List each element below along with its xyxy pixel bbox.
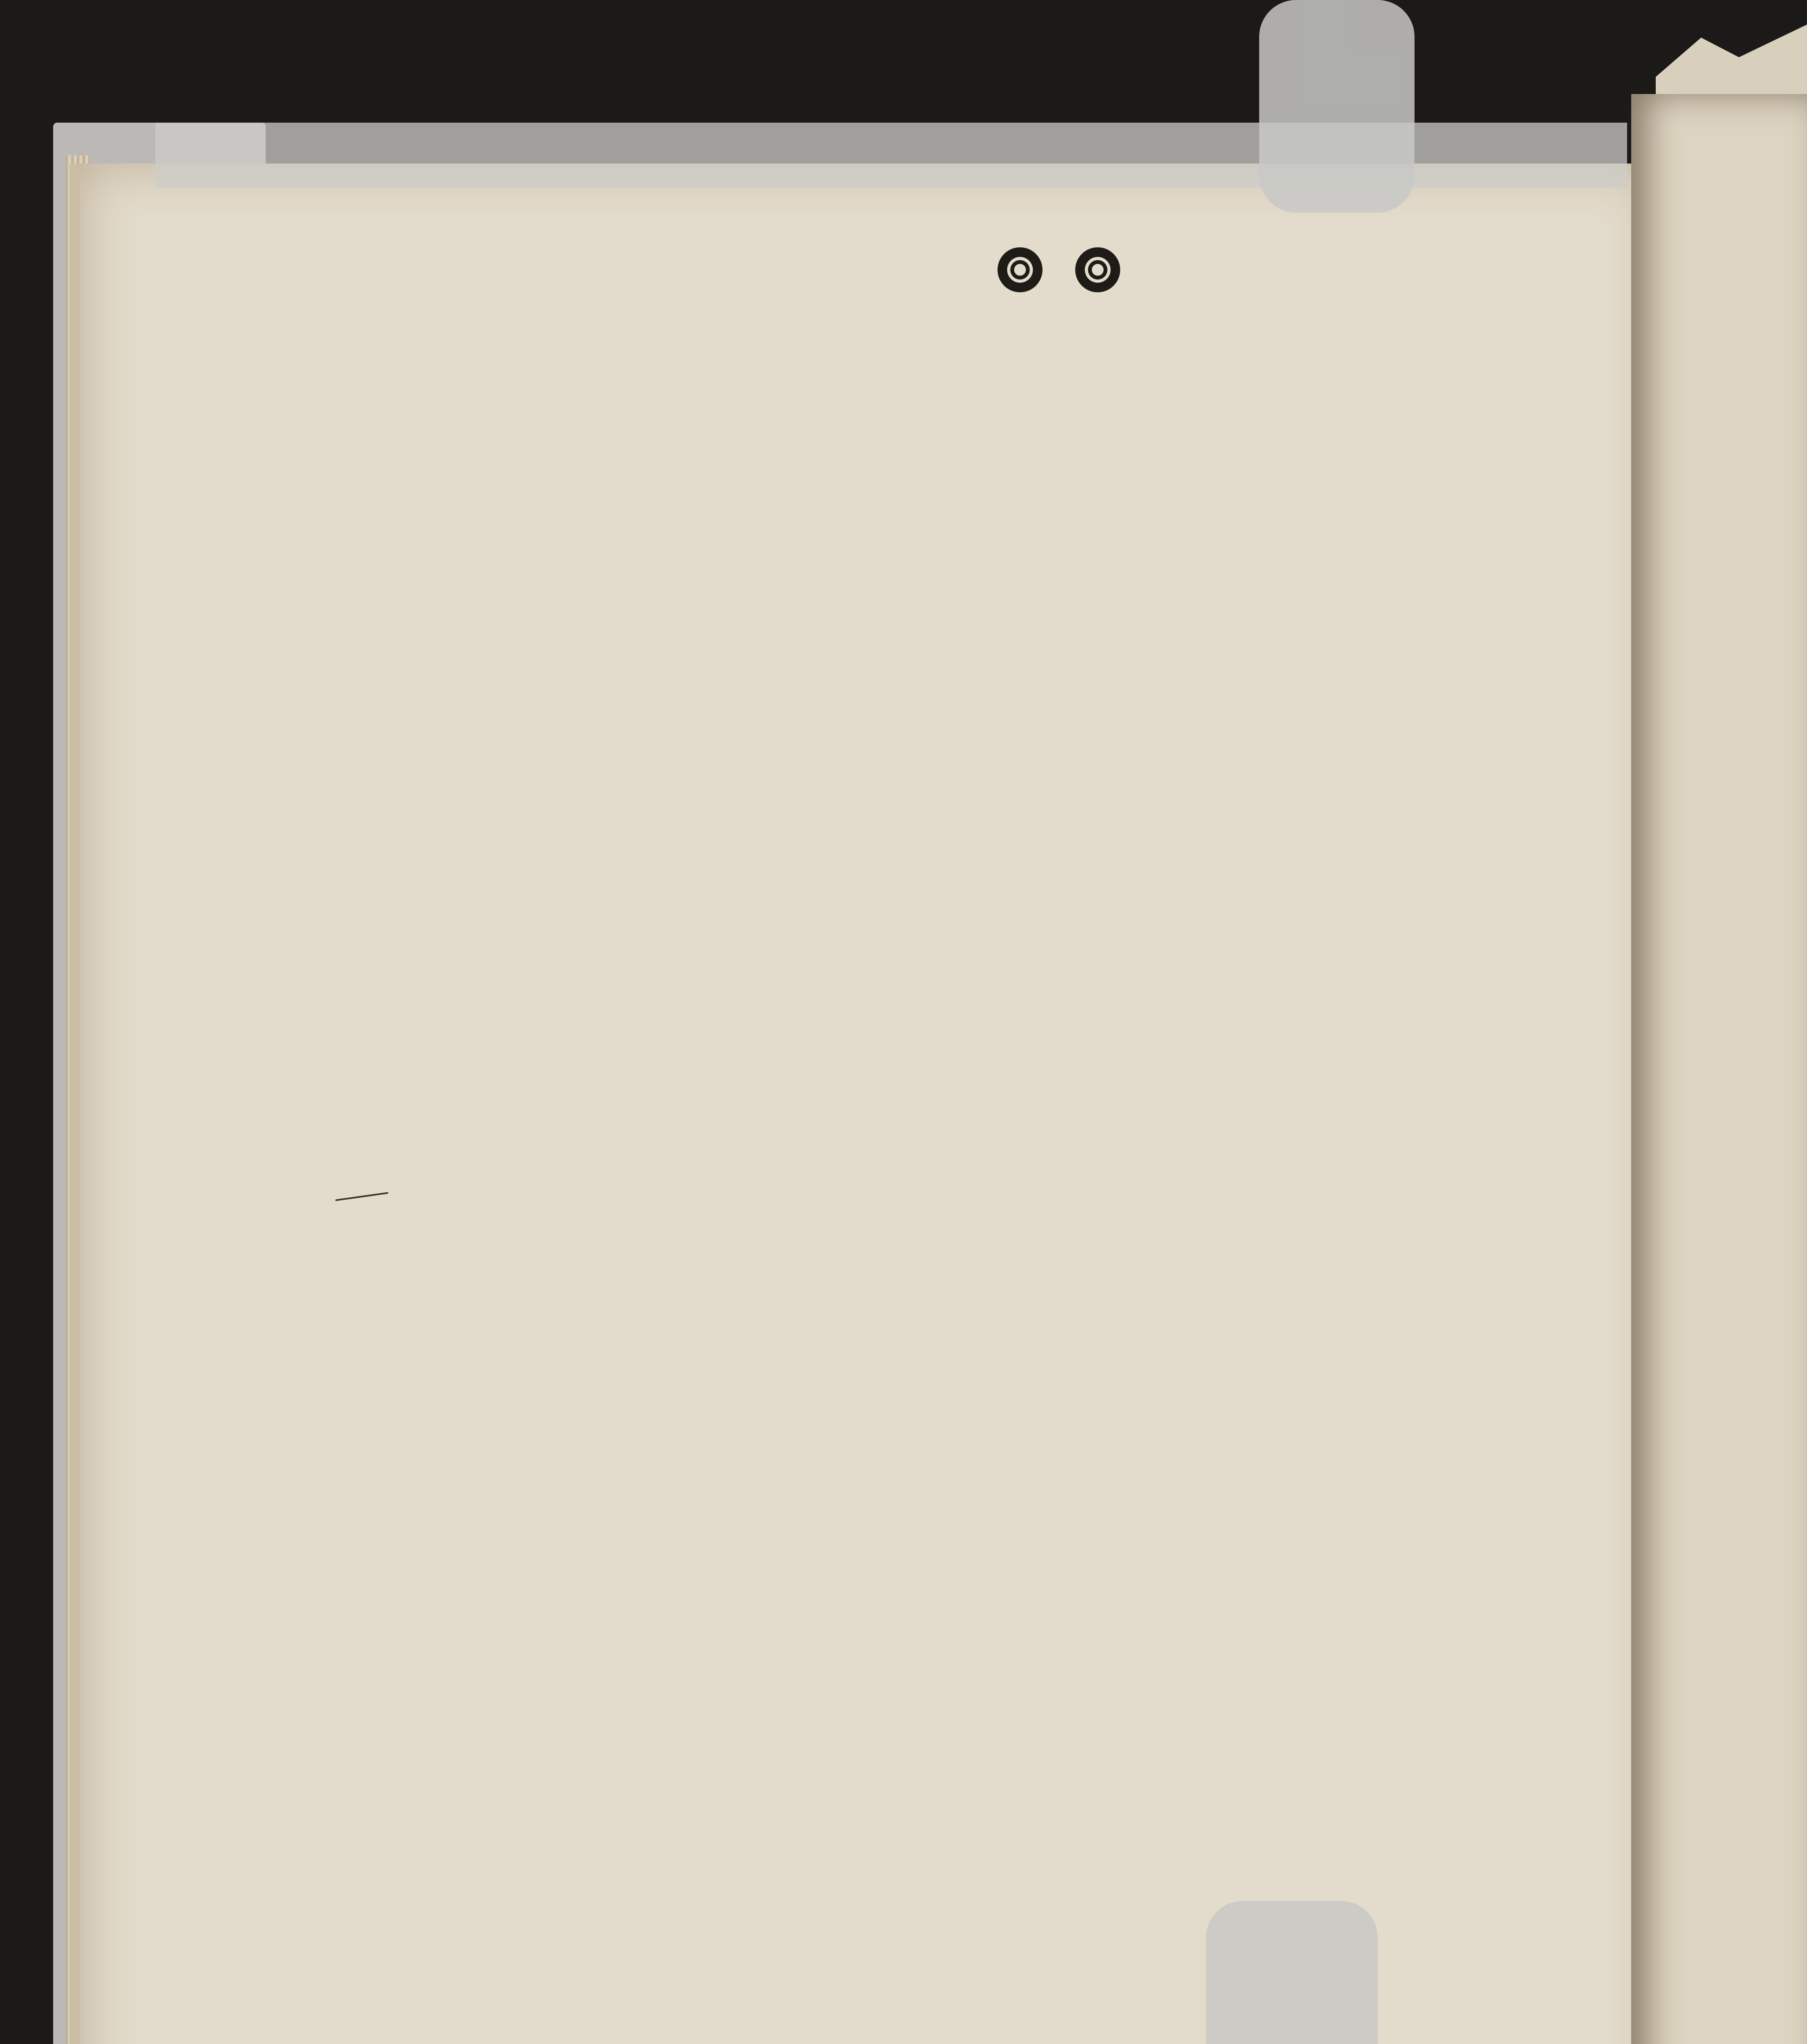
rosette-ornament-icon <box>1075 247 1120 292</box>
mylar-tab-bottom <box>1206 1901 1378 2044</box>
rosette-ornament-icon <box>998 247 1042 292</box>
page-header <box>961 237 1157 303</box>
left-page <box>70 164 1658 2044</box>
right-page <box>1631 94 1807 2044</box>
mylar-tab-top <box>1259 0 1415 213</box>
